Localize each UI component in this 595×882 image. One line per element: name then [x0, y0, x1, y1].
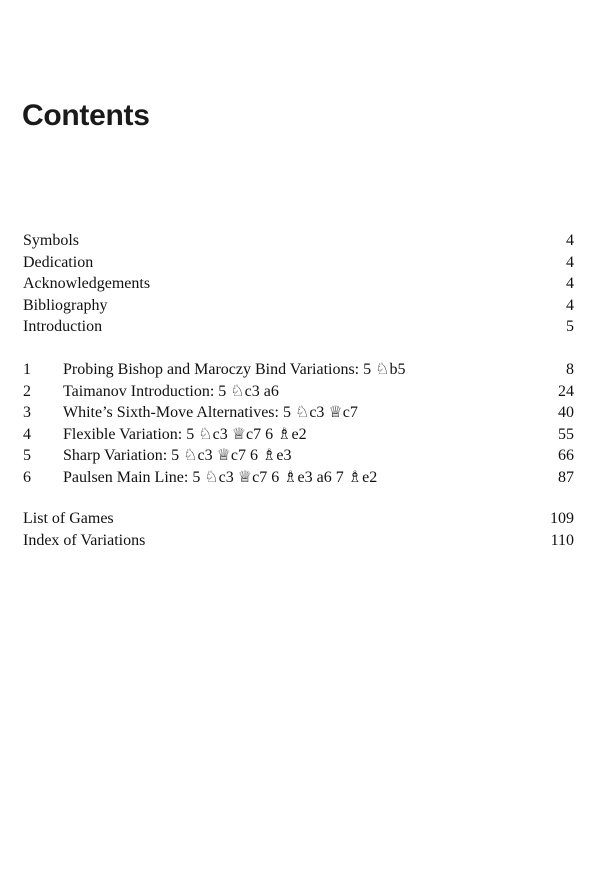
chapter-title: Flexible Variation: 5 ♘c3 ♕c7 6 ♗e2: [63, 425, 307, 443]
chapter-page: 66: [558, 447, 574, 464]
chapter-entry-2[interactable]: [23, 381, 574, 403]
chapter-page: 24: [558, 382, 574, 400]
toc-entry-page: 4: [566, 296, 574, 314]
chapter-title: Probing Bishop and Maroczy Bind Variations: 5 ♘b5: [63, 361, 406, 378]
page-title: Contents: [22, 99, 150, 132]
chapter-number: 4: [23, 425, 31, 443]
chapter-title: Taimanov Introduction: 5 ♘c3 a6: [63, 382, 279, 400]
toc-entry-label: List of Games: [23, 510, 114, 527]
toc-entry-acknowledgements[interactable]: [23, 273, 574, 295]
toc-entry-page: 110: [550, 531, 574, 549]
chapter-entry-1[interactable]: [23, 359, 574, 381]
chapter-number: 2: [23, 382, 31, 400]
toc-entry-page: 4: [566, 253, 574, 271]
toc-entry-page: 4: [566, 232, 574, 249]
toc-entry-bibliography[interactable]: [23, 295, 574, 317]
front-matter-list: [23, 230, 574, 338]
chapter-list: [23, 359, 574, 488]
chapter-page: 40: [558, 404, 574, 421]
toc-entry-label: Bibliography: [23, 296, 108, 314]
toc-entry-label: Index of Variations: [23, 531, 146, 549]
toc-entry-page: 5: [566, 318, 574, 335]
chapter-entry-6[interactable]: [23, 467, 574, 489]
toc-entry-dedication[interactable]: [23, 252, 574, 274]
toc-entry-index-of-variations[interactable]: [23, 530, 574, 552]
chapter-entry-5[interactable]: [23, 445, 574, 467]
chapter-number: 3: [23, 404, 31, 421]
toc-entry-label: Acknowledgements: [23, 275, 151, 292]
chapter-number: 5: [23, 447, 31, 464]
chapter-number: 1: [23, 361, 31, 378]
chapter-page: 87: [558, 468, 574, 486]
toc-entry-page: 4: [566, 275, 574, 292]
chapter-title: Paulsen Main Line: 5 ♘c3 ♕c7 6 ♗e3 a6 7 ♗e2: [63, 468, 378, 486]
chapter-title: Sharp Variation: 5 ♘c3 ♕c7 6 ♗e3: [63, 447, 292, 464]
chapter-entry-3[interactable]: [23, 402, 574, 424]
toc-entry-symbols[interactable]: [23, 230, 574, 252]
back-matter-list: [23, 508, 574, 551]
toc-entry-introduction[interactable]: [23, 316, 574, 338]
chapter-number: 6: [23, 468, 31, 486]
toc-entry-label: Dedication: [23, 253, 94, 271]
toc-entry-label: Symbols: [23, 232, 80, 249]
chapter-page: 55: [558, 425, 574, 443]
chapter-page: 8: [566, 361, 574, 378]
toc-entry-list-of-games[interactable]: [23, 508, 574, 530]
toc-entry-page: 109: [550, 510, 574, 527]
chapter-title: White’s Sixth-Move Alternatives: 5 ♘c3 ♕c7: [63, 404, 358, 421]
toc-entry-label: Introduction: [23, 318, 103, 335]
chapter-entry-4[interactable]: [23, 424, 574, 446]
